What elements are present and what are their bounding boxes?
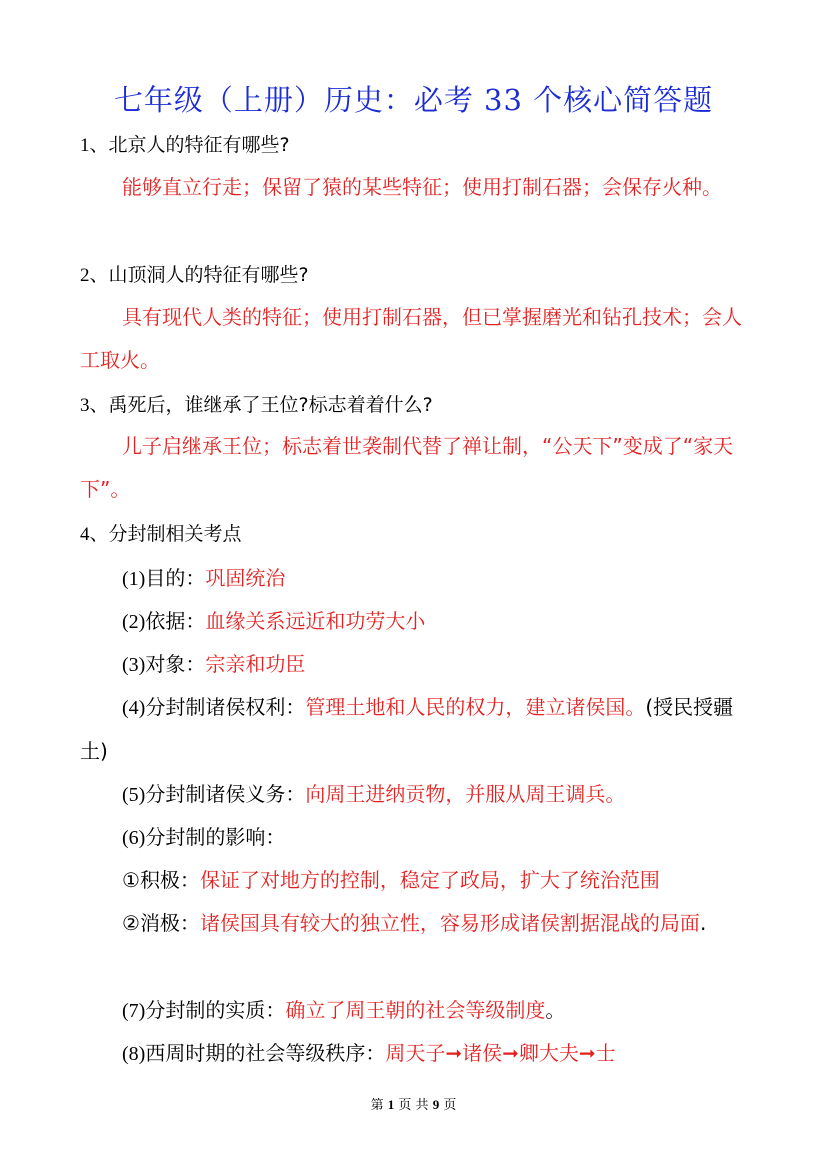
item-number: (8) xyxy=(122,1043,146,1065)
list-item xyxy=(122,997,565,1024)
question-number: 1、 xyxy=(80,135,109,156)
item-label: 消极： xyxy=(139,911,200,935)
page-title: 七年级（上册）历史：必考 33 个核心简答题 xyxy=(113,83,714,117)
list-item xyxy=(122,608,425,635)
question-number: 4、 xyxy=(80,524,109,545)
item-number: (2) xyxy=(122,611,146,633)
item-value: 诸侯国具有较大的独立性，容易形成诸侯割据混战的局面 xyxy=(199,911,700,935)
answer-text: 具有现代人类的特征；使用打制石器，但已掌握磨光和钻孔技术；会人工取火。 xyxy=(80,305,742,372)
footer-prefix: 第 xyxy=(370,1098,384,1113)
item-number: (5) xyxy=(122,784,146,806)
question-2 xyxy=(80,262,309,289)
item-value: 确立了周王朝的社会等级制度 xyxy=(285,998,546,1022)
list-item xyxy=(122,651,305,678)
question-3 xyxy=(80,392,433,419)
page-total: 9 xyxy=(432,1097,440,1112)
item-label: 积极： xyxy=(139,868,200,892)
item-note: (授民授疆土) xyxy=(80,695,734,763)
item-value: 血缘关系远近和功劳大小 xyxy=(205,609,426,633)
item-note: 。 xyxy=(545,998,566,1022)
item-number: (4) xyxy=(122,697,146,719)
question-4 xyxy=(80,521,242,548)
item-number: (3) xyxy=(122,654,146,676)
question-text: 山顶洞人的特征有哪些? xyxy=(108,264,309,286)
list-item xyxy=(122,781,625,808)
item-number: (1) xyxy=(122,568,146,590)
page-number: 1 xyxy=(387,1097,395,1112)
list-item xyxy=(80,902,748,945)
question-text: 分封制相关考点 xyxy=(108,523,242,545)
item-number: (6) xyxy=(122,827,146,849)
page-footer xyxy=(0,1094,827,1113)
item-value: 宗亲和功臣 xyxy=(205,652,306,676)
answer-text: 能够直立行走；保留了猿的某些特征；使用打制石器；会保存火种。 xyxy=(122,175,722,199)
item-label: 对象： xyxy=(145,652,206,676)
item-label: 目的： xyxy=(145,566,206,590)
item-value: 向周王进纳贡物，并服从周王调兵。 xyxy=(305,782,626,806)
footer-mid: 页 共 xyxy=(398,1098,429,1113)
item-value: 保证了对地方的控制，稳定了政局，扩大了统治范围 xyxy=(199,868,660,892)
item-label: 分封制的影响： xyxy=(145,825,286,849)
item-number: (7) xyxy=(122,1000,146,1022)
question-1 xyxy=(80,132,290,159)
answer-1 xyxy=(80,166,748,209)
question-number: 3、 xyxy=(80,395,109,416)
item-label: 分封制诸侯权利： xyxy=(145,695,306,719)
list-item xyxy=(122,867,660,893)
item-label: 西周时期的社会等级秩序： xyxy=(145,1041,386,1065)
question-text: 北京人的特征有哪些? xyxy=(108,134,290,156)
item-label: 分封制的实质： xyxy=(145,998,286,1022)
item-value: 巩固统治 xyxy=(205,566,286,590)
item-value: 管理土地和人民的权力，建立诸侯国。 xyxy=(305,695,646,719)
item-label: 分封制诸侯义务： xyxy=(145,782,306,806)
item-number: ① xyxy=(122,868,140,892)
item-number: ② xyxy=(122,911,140,935)
list-item xyxy=(122,1040,616,1067)
item-value: 周天子➞诸侯➞卿大夫➞士 xyxy=(385,1041,616,1065)
question-text: 禹死后，谁继承了王位?标志着着什么? xyxy=(108,394,433,416)
answer-2 xyxy=(80,296,748,382)
question-number: 2、 xyxy=(80,265,109,286)
answer-text: 儿子启继承王位；标志着世袭制代替了禅让制，“公天下”变成了“家天下”。 xyxy=(80,434,734,501)
list-item xyxy=(122,824,285,851)
list-item xyxy=(80,686,748,773)
item-label: 依据： xyxy=(145,609,206,633)
item-note: . xyxy=(699,911,707,935)
list-item xyxy=(122,565,285,592)
answer-3 xyxy=(80,425,748,511)
footer-suffix: 页 xyxy=(443,1098,457,1113)
